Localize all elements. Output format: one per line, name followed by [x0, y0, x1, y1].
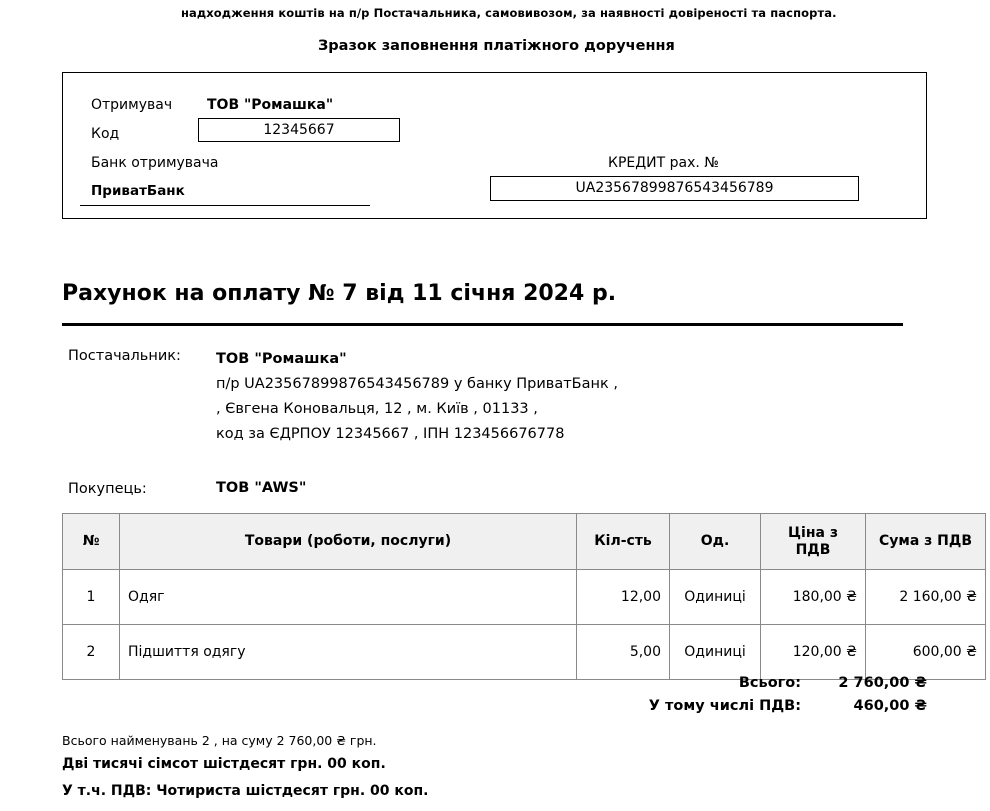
footer-amount-words: Дві тисячі сімсот шістдесят грн. 00 коп.: [62, 756, 386, 772]
cell-number: 1: [63, 570, 120, 625]
receiver-label: Отримувач: [91, 97, 173, 113]
vat-value: 460,00 ₴: [853, 698, 927, 714]
total-row: [600, 672, 927, 695]
supplier-details: [216, 347, 618, 447]
code-field[interactable]: [198, 118, 400, 142]
header-goods: Товари (роботи, послуги): [120, 514, 577, 570]
cell-quantity: 5,00: [577, 625, 670, 680]
header-sum: Сума з ПДВ: [866, 514, 986, 570]
cell-unit: Одиниці: [670, 570, 761, 625]
header-number: №: [63, 514, 120, 570]
header-price: Ціна з ПДВ: [761, 514, 866, 570]
footer-summary: Всього найменувань 2 , на суму 2 760,00 ₴ грн.: [62, 733, 377, 748]
title-divider: [62, 323, 903, 326]
supplier-account: п/р UA23567899876543456789 у банку ПриватБанк ,: [216, 376, 618, 392]
table-row: [63, 570, 986, 625]
cell-goods: Одяг: [120, 570, 577, 625]
supplier-label: Постачальник:: [68, 348, 181, 364]
supplier-codes: код за ЄДРПОУ 12345667 , ІПН 123456676778: [216, 426, 565, 442]
credit-account-value: UA23567899876543456789: [575, 180, 774, 196]
table-header-row: [63, 514, 986, 570]
cell-sum: 600,00 ₴: [866, 625, 986, 680]
header-unit: Од.: [670, 514, 761, 570]
vat-label: У тому числі ПДВ:: [648, 698, 801, 714]
code-label: Код: [91, 126, 120, 142]
items-table: [62, 513, 986, 680]
receiver-value: ТОВ "Ромашка": [207, 97, 334, 113]
cell-quantity: 12,00: [577, 570, 670, 625]
header-quantity: Кіл-сть: [577, 514, 670, 570]
page-title: Рахунок на оплату № 7 від 11 січня 2024 р.: [62, 281, 617, 306]
bank-underline: [80, 205, 370, 206]
vat-row: [600, 695, 927, 718]
cell-unit: Одиниці: [670, 625, 761, 680]
supplier-name: ТОВ "Ромашка": [216, 351, 347, 367]
cell-price: 120,00 ₴: [761, 625, 866, 680]
bank-label: Банк отримувача: [91, 155, 219, 171]
footer-vat-words: У т.ч. ПДВ: Чотириста шістдесят грн. 00 коп.: [62, 783, 429, 799]
cell-price: 180,00 ₴: [761, 570, 866, 625]
credit-account-label: КРЕДИТ рах. №: [608, 155, 719, 171]
buyer-label: Покупець:: [68, 481, 147, 497]
supplier-address: , Євгена Коновальця, 12 , м. Київ , 01133 ,: [216, 401, 538, 417]
payment-order-box: [62, 72, 927, 219]
total-value: 2 760,00 ₴: [838, 675, 927, 691]
totals-block: [600, 672, 927, 718]
cell-sum: 2 160,00 ₴: [866, 570, 986, 625]
buyer-name: ТОВ "AWS": [216, 480, 307, 496]
total-label: Всього:: [738, 675, 801, 691]
bank-value: ПриватБанк: [91, 183, 185, 199]
top-notice-text: надходження коштів на п/р Постачальника, самовивозом, за наявності довіреності та паспорта.: [181, 6, 837, 20]
code-value: 12345667: [263, 122, 335, 138]
cell-number: 2: [63, 625, 120, 680]
credit-account-field[interactable]: [490, 176, 859, 201]
cell-goods: Підшиття одягу: [120, 625, 577, 680]
payment-order-heading: Зразок заповнення платіжного доручення: [318, 38, 675, 54]
